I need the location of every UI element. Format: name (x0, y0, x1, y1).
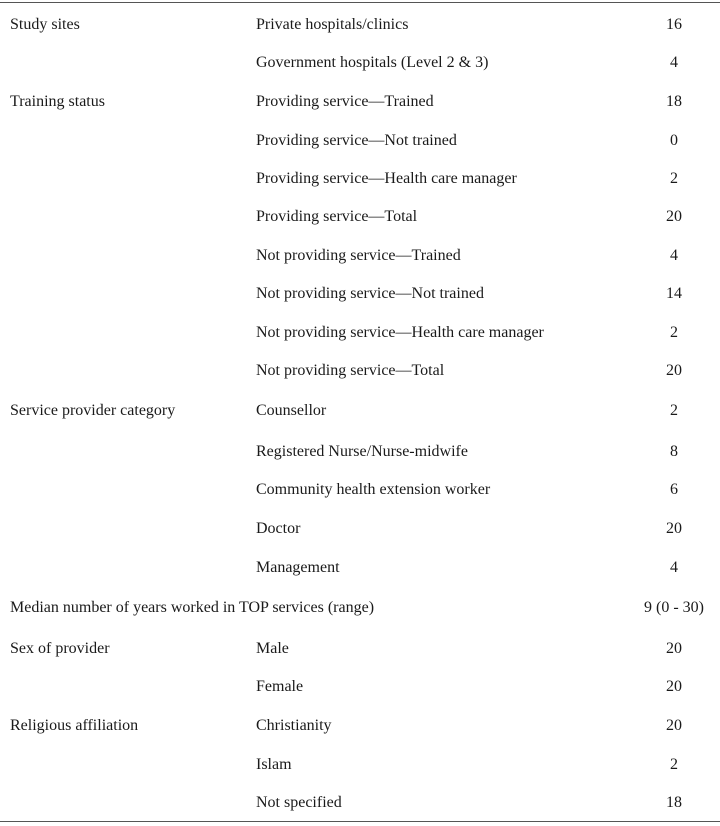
row-value: 20 (666, 208, 682, 225)
row-value: 2 (670, 324, 678, 341)
row-group-label: Study sites (10, 16, 80, 33)
row-value: 20 (666, 717, 682, 734)
table-row (0, 784, 720, 822)
row-item-label: Not specified (256, 794, 342, 811)
row-item-label: Male (256, 640, 289, 657)
table-row (0, 471, 720, 509)
row-group-label: Sex of provider (10, 640, 110, 657)
row-item-label: Christianity (256, 717, 332, 734)
row-group-label: Median number of years worked in TOP services (range) (10, 599, 375, 616)
row-item-label: Government hospitals (Level 2 & 3) (256, 54, 489, 71)
row-value: 20 (666, 520, 682, 537)
table-row (0, 392, 720, 430)
row-value: 20 (666, 362, 682, 379)
row-item-label: Providing service—Not trained (256, 132, 457, 149)
row-value: 18 (666, 93, 682, 110)
table-row (0, 433, 720, 471)
table-row (0, 352, 720, 390)
table-row (0, 630, 720, 668)
table-row (0, 83, 720, 121)
row-item-label: Private hospitals/clinics (256, 16, 409, 33)
row-group-label: Service provider category (10, 402, 176, 419)
row-item-label: Community health extension worker (256, 481, 491, 498)
table-row (0, 549, 720, 587)
row-item-label: Doctor (256, 520, 301, 537)
row-value: 16 (666, 16, 682, 33)
table-row (0, 314, 720, 352)
row-value: 18 (666, 794, 682, 811)
table-row (0, 668, 720, 706)
row-value: 20 (666, 678, 682, 695)
table-row (0, 6, 720, 44)
row-item-label: Not providing service—Trained (256, 247, 461, 264)
row-item-label: Registered Nurse/Nurse-midwife (256, 443, 468, 460)
row-item-label: Female (256, 678, 304, 695)
table-top-rule (0, 2, 720, 3)
row-value: 4 (670, 247, 678, 264)
table-row (0, 160, 720, 198)
table-row (0, 122, 720, 160)
row-value: 9 (0 - 30) (644, 599, 704, 616)
row-value: 0 (670, 132, 678, 149)
row-item-label: Providing service—Total (256, 208, 418, 225)
row-item-label: Islam (256, 756, 292, 773)
table-row (0, 746, 720, 784)
row-group-label: Religious affiliation (10, 717, 139, 734)
row-value: 4 (670, 559, 678, 576)
table-row (0, 237, 720, 275)
row-value: 6 (670, 481, 678, 498)
table-bottom-rule (0, 821, 720, 822)
row-item-label: Counsellor (256, 402, 327, 419)
row-value: 20 (666, 640, 682, 657)
row-value: 2 (670, 402, 678, 419)
table-row (0, 707, 720, 745)
row-item-label: Not providing service—Total (256, 362, 445, 379)
row-value: 14 (666, 285, 682, 302)
table-row (0, 589, 720, 627)
row-item-label: Providing service—Trained (256, 93, 434, 110)
table-row (0, 510, 720, 548)
row-value: 2 (670, 170, 678, 187)
row-item-label: Not providing service—Health care manager (256, 324, 544, 341)
row-value: 2 (670, 756, 678, 773)
row-item-label: Providing service—Health care manager (256, 170, 517, 187)
row-group-label: Training status (10, 93, 105, 110)
table-row (0, 275, 720, 313)
row-item-label: Not providing service—Not trained (256, 285, 484, 302)
table-row (0, 44, 720, 82)
row-item-label: Management (256, 559, 340, 576)
row-value: 8 (670, 443, 678, 460)
row-value: 4 (670, 54, 678, 71)
table-row (0, 198, 720, 236)
